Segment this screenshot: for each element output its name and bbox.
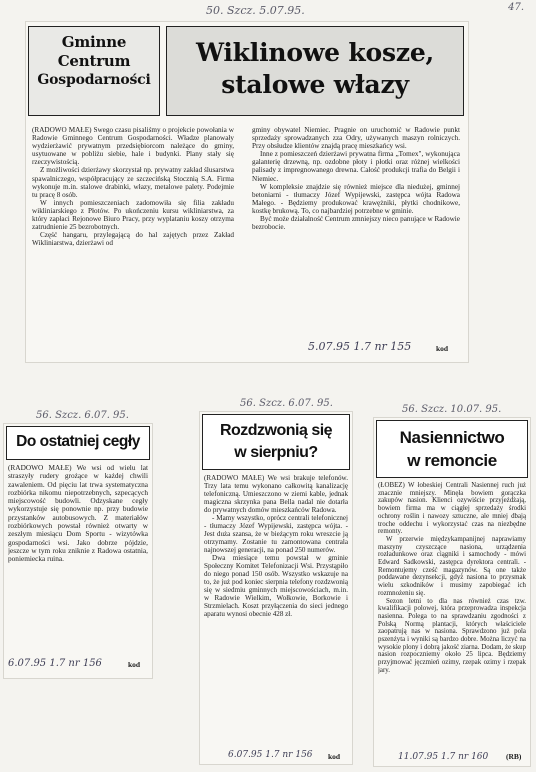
clip3-title-box: [202, 414, 350, 470]
clip1-paragraph: Z możliwości dzierżawy skorzystał np. prywatny zakład ślusarstwa spawalniczego, współpracujący ze szczecińską Stocznią S.A. Firma wykonuje m.in. stalowe drabinki, włazy, metalowe palety. Podejmie tu pracę 8 osób.: [32, 166, 234, 199]
clip1-signature: kod: [436, 344, 449, 353]
clip3-source-note: 56. Szcz. 6.07. 95.: [240, 398, 333, 409]
clip1-paragraph: Być może działalność Centrum zmniejszy nieco panujące w Radowie bezrobocie.: [252, 215, 460, 232]
clip4-body: [378, 482, 526, 750]
clip1-paragraph: gminy obywatel Niemiec. Pragnie on uruchomić w Radowie punkt sprzedaży sprowadzanych zza Odry, używanych maszyn rolniczych. Przy obsłudze klientów znajdą pracę mieszkańcy wsi.: [252, 126, 460, 151]
clip2-handwritten-note: 6.07.95 1.7 nr 156: [8, 658, 102, 669]
clip4-title-box: [376, 420, 528, 478]
clip3-paragraph: - Mamy wszystko, oprócz centrali telefonicznej - tłumaczy Józef Wypijewski, zastępca wójta. - Jest duża szansa, że w bieżącym roku wreszcie ją otrzymamy. Zostanie tu zamontowana centrala najnowszej generacji, na ponad 250 numerów.: [204, 514, 348, 554]
clip3-title-line: Rozdzwonią się: [219, 422, 333, 439]
clip1-source-note: 50. Szcz. 5.07.95.: [206, 4, 305, 17]
clip4-source-note: 56. Szcz. 10.07. 95.: [402, 404, 502, 415]
clip1-column-left: [32, 126, 234, 338]
clip3-paragraph: (RADOWO MAŁE) We wsi brakuje telefonów. Trzy lata temu wykonano całkowitą kanalizację telefoniczną. Umieszczono w ziemi kable, jednak magiczna skrzynka pana Bella nadal nie dotarła do prywatnych domów mieszkańców Radowa.: [204, 474, 348, 514]
clip1-paragraph: Inne z pomieszczeń dzierżawi prywatna firma „Tomex", wykonująca galanterię drzewną, np. ozdobne płoty i płotki oraz różnej wielkości palisady z impregnowanego drewna. Całość produkcji trafia do Belgii i Niemiec.: [252, 150, 460, 183]
clip2-title: Do ostatniej cegły: [16, 433, 140, 450]
clip3-signature: kod: [328, 752, 341, 761]
clip1-paragraph: W kompleksie znajdzie się również miejsce dla niedużej, gminnej betoniarni - tłumaczy Józef Wypijewski, zastępca wójta Radowa Małego. - Będziemy produkować krawężniki, płytki chodnikowe, kostkę brukową. To, co najbardziej potrzebne w gminie.: [252, 182, 460, 215]
clip1-handwritten-note: 5.07.95 1.7 nr 155: [308, 340, 412, 353]
clip2-signature: kod: [128, 660, 141, 669]
clip3-paragraph: Dwa miesiące temu powstał w gminie Społeczny Komitet Telefonizacji Wsi. Przystąpiło do niego ponad 150 osób. Wszystko wskazuje na to, że już pod koniec sierpnia telefony rozdzwonią się w siedmiu gminnych miejscowościach, m.in. w Radowie Wielkim, Wołkowie, Borkowie i Strzmielach. Koszt przyłączenia do sieci jednego aparatu wynosi obecnie 428 zł.: [204, 554, 348, 618]
clip4-paragraph: (ŁOBEZ) W łobeskiej Centrali Nasiennej ruch już znacznie mniejszy. Minęła bowiem gorączka zakupów nasion. Klienci ozywiście przyjeżdżają, bowiem firma ma w ciągłej sprzedaży środki ochrony roślin i nawozy sztuczne, ale mniej dbają troche oddechu i wykorzystać czas na niezbędne remonty.: [378, 482, 526, 536]
clip1-kicker-line: Gospodarności: [37, 72, 151, 88]
clip1-kicker-line: Gminne: [61, 33, 127, 51]
clip1-clipping: [26, 22, 468, 362]
clip1-paragraph: W innych pomieszczeniach zadomowiła się filia zakładu wikliniarskiego z Płotów. Po ukończeniu kursu wikliniarstwa, za który zapłaci Rejonowe Biuro Pracy, przy wyplataniu koszy otrzyma zatrudnienie 25 bezrobotnych.: [32, 198, 234, 232]
clip4-paragraph: Sezon letni to dla nas również czas tzw. kwalifikacji polowej, która przeprowadza inspekcja nasienna. Polega to na sprawdzaniu zgodności z Polską Normą plantacji, których właściciele zaopatrują nas w nasiona. Sprawdzono już pola pszenżyta i wyniki są bardzo dobre. Można liczyć na wysokie plony i dobrą jakość ziarna. Dodam, że skup nasion rozpoczniemy około 25 lipca. Będziemy przyjmować jęczmień ozimy, rzepak ozimy i rzepak jary.: [378, 597, 526, 674]
clip2-paragraph: (RADOWO MAŁE) We wsi od wielu lat straszyły rudery grożące w każdej chwili zawaleniem. Od pięciu lat trwa systematyczna rozbiórka nikomu niepotrzebnych, szpecących miejscowość budowli. Odzyskane cegły wykorzystuje się ponownie np. przy budowie przystanków autobusowych. Z materiałów rozbiórkowych powstał również otwarty w zeszłym miesiącu Dom Sportu - wizytówka gospodarności wsi. Jako dobrze pójdzie, jeszcze w tym roku zniknie z Radowa ostatnia, poniemiecka ruina.: [8, 464, 148, 564]
clip1-title-line: Wiklinowe kosze,: [195, 38, 435, 67]
clip2-clipping: [4, 424, 152, 678]
clip2-title-box: [6, 426, 150, 460]
clip1-paragraph: Część hangaru, przylegającą do hal zajętych przez Zakład Wikliniarstwa, dzierżawi od: [32, 231, 234, 248]
clip3-handwritten-note: 6.07.95 1.7 nr 156: [228, 750, 313, 760]
clip4-paragraph: W przerwie międzykampanijnej naprawiamy maszyny czyszczące nasiona, urządzenia rozładunkowe oraz ciągniki i samochody - mówi Edward Sadkowski, zastępca dyrektora centrali. - Remontujemy cześć magazynów. Są one także poddawane dezynsekcji, gdyż nasiona to przysmak wielu szkodników i musimy zapobiegać ich rozmnożeniu się.: [378, 535, 526, 597]
clip1-title-box: [166, 26, 464, 116]
clip2-source-note: 56. Szcz. 6.07. 95.: [36, 410, 129, 421]
clip3-title-line: w sierpniu?: [234, 444, 318, 461]
page-number: 47.: [508, 2, 524, 13]
clip4-title-line: w remoncie: [407, 451, 497, 470]
clip1-paragraph: (RADOWO MAŁE) Swego czasu pisaliśmy o projekcie powołania w Radowie Gminnego Centrum Gospodarności. Władze planowały wydzierżawić prywatnym przedsiębiorcom należące do gminy, usytuowane w pobliżu siebie, hale i budynki. Plany stały się rzeczywistością.: [32, 126, 234, 167]
clip2-body: [8, 464, 148, 660]
clip4-clipping: [374, 418, 530, 766]
clip4-signature: (RB): [506, 752, 522, 761]
clip1-title-line: stalowe włazy: [221, 70, 409, 99]
clip4-title-line: Nasiennictwo: [399, 428, 505, 447]
clip3-body: [204, 474, 348, 756]
clip1-kicker-line: Centrum: [57, 52, 131, 70]
clip1-kicker-box: [28, 26, 160, 116]
clip4-handwritten-note: 11.07.95 1.7 nr 160: [398, 752, 489, 762]
clip3-clipping: [200, 412, 352, 764]
clip1-column-right: [252, 126, 460, 338]
